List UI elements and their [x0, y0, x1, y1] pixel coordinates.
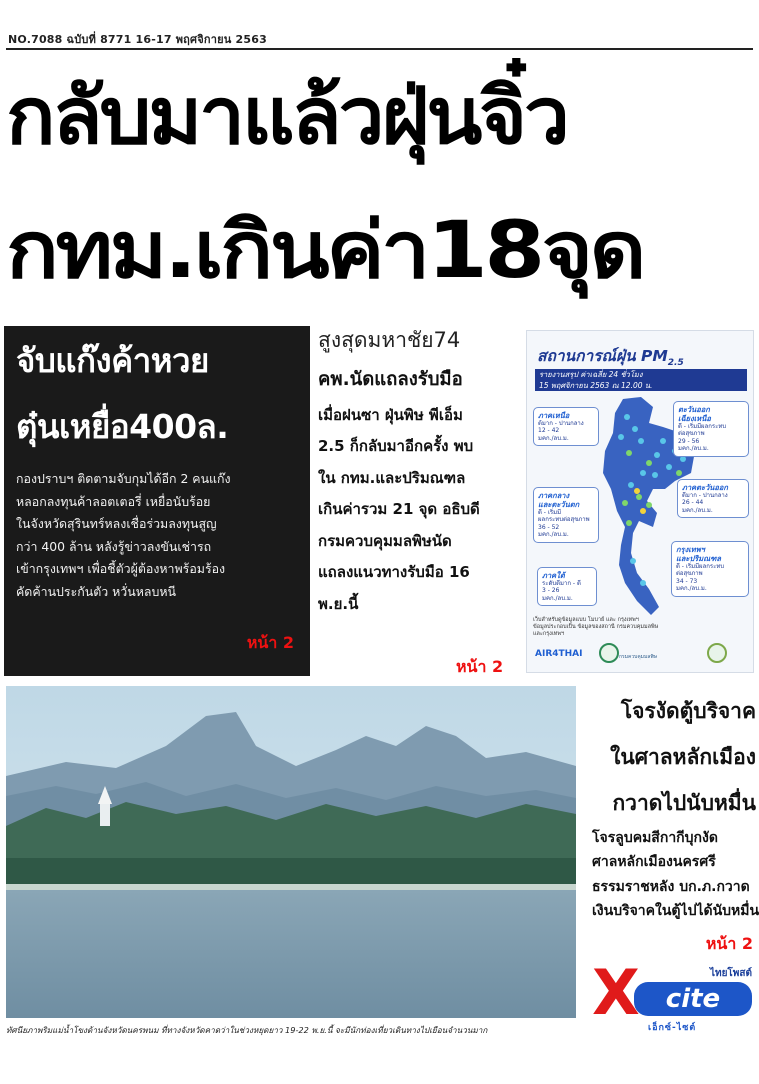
headline-line-1: กลับมาแล้วฝุ่นจิ๋ว	[6, 72, 567, 162]
left-story-line: กว่า 400 ล้าน หลังรู้ข่าวลงขันเช่ารถ	[16, 538, 212, 554]
region-unit: มคก./ลบ.ม.	[538, 434, 569, 442]
middle-story-line: ใน กทม.และปริมณฑล	[318, 468, 466, 487]
issue-line: NO.7088 ฉบับที่ 8771 16-17 พฤศจิกายน 2563	[8, 33, 267, 46]
region-level: ต่อสุขภาพ	[676, 570, 703, 578]
right-story-line: โจรลูบคมสีกากีบุกงัด	[592, 830, 718, 846]
region-unit: มคก./ลบ.ม.	[542, 594, 573, 602]
region-south	[537, 567, 597, 606]
region-level: ดี - เริ่มมีผลกระทบ	[678, 423, 727, 430]
region-east	[677, 479, 749, 518]
xcite-logo	[588, 956, 758, 1034]
mekong-photo	[6, 686, 576, 1018]
infographic-title-sub: 2.5	[667, 358, 684, 369]
infographic-footer	[533, 617, 723, 638]
region-level: ผลกระทบต่อสุขภาพ	[538, 516, 590, 524]
middle-story-page-ref[interactable]: หน้า 2	[456, 657, 504, 676]
infographic-subtitle-line: 15 พฤศจิกายน 2563 ณ 12.00 น.	[539, 381, 653, 390]
region-range: 34 - 73	[676, 577, 698, 585]
region-name: ภาคใต้	[542, 571, 565, 580]
headline-line-2: กทม.เกินค่า18จุด	[6, 206, 644, 296]
middle-story-line: 2.5 ก็กลับมาอีกครั้ง พบ	[318, 437, 474, 456]
middle-story-title: คพ.นัดแถลงรับมือ	[318, 369, 463, 390]
infographic-title	[537, 343, 684, 368]
logo-word: cite	[634, 982, 752, 1016]
masthead-rule	[6, 48, 753, 50]
middle-story-body	[318, 400, 522, 621]
right-story-line: ศาลหลักเมืองนครศรี	[592, 854, 716, 871]
left-story-line: เข้ากรุงเทพฯ เพื่อชี้ตัวผู้ต้องหาพร้อมร้อง	[16, 561, 226, 576]
region-name: ภาคกลาง	[538, 491, 570, 500]
region-range: 29 - 56	[678, 437, 700, 445]
region-central-west	[533, 487, 599, 543]
landscape-image	[6, 686, 576, 1018]
region-north	[533, 407, 599, 446]
footer-line: เว็บสำหรับดูข้อมูลแบบ โมบาย์ และ กรุงเทพฯ	[533, 617, 639, 623]
right-story-title	[588, 688, 756, 826]
region-unit: มคก./ลบ.ม.	[676, 585, 707, 593]
infographic-title-text: สถานการณ์ฝุ่น PM	[537, 347, 668, 365]
region-name: ภาคเหนือ	[538, 411, 570, 420]
right-story-line: ธรรมราชหลัง บก.ภ.กวาด	[592, 878, 750, 895]
region-level: ต่อสุขภาพ	[678, 430, 705, 438]
left-story-line: คัดค้านประกันตัว หวั่นหลบหนี	[16, 583, 177, 599]
left-story-title-2: ตุ๋นเหยื่อ400ล.	[16, 407, 229, 446]
region-name: และตะวันตก	[538, 500, 580, 509]
region-range: 3 - 26	[542, 587, 560, 595]
photo-caption: ทัศนียภาพริมแม่น้ำโขงด้านจังหวัดนครพนม ที่ทางจังหวัดคาดว่าในช่วงหยุดยาว 19-22 พ.ย.นี้ จะมีนักท่องเที่ยวเดินทางไปเยือนจำนวนมาก	[6, 1025, 488, 1035]
riverbank	[6, 858, 576, 886]
region-name: ภาคตะวันออก	[682, 483, 728, 492]
right-story-page-ref[interactable]: หน้า 2	[705, 934, 753, 953]
logo-x-letter: X	[592, 956, 636, 1029]
logo-thai-reading: เอ็กซ์-ไซต์	[648, 1023, 697, 1033]
middle-story-line: เมื่อฝนซา ฝุ่นพิษ พีเอ็ม	[318, 405, 463, 424]
region-level: ต้มาก - ปานกลาง	[538, 420, 584, 427]
region-range: 26 - 44	[682, 499, 704, 507]
region-name: ตะวันออก	[678, 405, 710, 414]
right-story-body	[588, 826, 759, 924]
stupa	[100, 804, 110, 826]
middle-story-kicker: สูงสุดมหาชัย74	[318, 328, 461, 352]
region-unit: มคก./ลบ.ม.	[538, 531, 569, 539]
region-level: ดี - เริ่มมีผลกระทบ	[676, 563, 725, 570]
left-story-line: หลอกลงทุนค้าลอตเตอรี่ เหยื่อนับร้อย	[16, 493, 211, 509]
right-story	[588, 688, 759, 924]
river-water	[6, 890, 576, 1018]
region-unit: มคก./ลบ.ม.	[682, 506, 713, 514]
ministry-seal-icon	[707, 643, 727, 663]
left-story-panel	[4, 326, 310, 676]
region-bangkok	[671, 541, 749, 597]
infographic-subtitle	[535, 369, 747, 391]
region-level: ระดับดีมาก - ดี	[542, 580, 581, 587]
middle-story	[318, 330, 522, 621]
agency-label: กรมควบคุมมลพิษ	[619, 654, 657, 660]
agency-seal-icon	[599, 643, 619, 663]
left-story-line: ในจังหวัดสุรินทร์หลงเชื่อร่วมลงทุนสูญ	[16, 516, 217, 531]
right-story-line: เงินบริจาคในตู้ไปได้นับหมื่น	[592, 903, 759, 920]
infographic-subtitle-line: รายงานสรุป ค่าเฉลี่ย 24 ชั่วโมง	[539, 370, 643, 379]
footer-line: และกรุงเทพฯ	[533, 631, 565, 637]
region-level: ดีมาก - ปานกลาง	[682, 492, 728, 499]
right-story-title-line: ในศาลหลักเมือง	[610, 745, 756, 769]
middle-story-line: กรมควบคุมมลพิษนัด	[318, 531, 452, 550]
pm25-infographic	[526, 330, 754, 673]
region-range: 36 - 52	[538, 523, 560, 531]
region-name: และปริมณฑล	[676, 554, 721, 563]
left-story-page-ref[interactable]: หน้า 2	[246, 633, 294, 652]
region-unit: มคก./ลบ.ม.	[678, 445, 709, 453]
region-range: 12 - 42	[538, 427, 560, 435]
right-story-title-line: กวาดไปนับหมื่น	[612, 791, 756, 815]
shore-line	[6, 884, 576, 890]
region-northeast	[673, 401, 749, 457]
middle-story-line: แถลงแนวทางรับมือ 16	[318, 563, 470, 582]
publisher-name: ไทยโพสต์	[709, 968, 752, 979]
footer-line: ข้อมูลประกอบเป็น ข้อมูลของสถานี กรมควบคุมมลพิษ	[533, 624, 659, 630]
middle-story-line: พ.ย.นี้	[318, 595, 359, 614]
region-name: เฉียงเหนือ	[678, 414, 711, 423]
left-story-title-1: จับแก๊งค้าหวย	[16, 341, 209, 380]
region-level: ดี - เริ่มมี	[538, 509, 562, 516]
air4thai-logo: AIR4THAI	[535, 649, 583, 659]
left-story-line: กองปราบฯ ติดตามจับกุมได้อีก 2 คนแก๊ง	[16, 471, 231, 486]
right-story-title-line: โจรงัดตู้บริจาค	[620, 699, 756, 723]
left-story-body	[16, 468, 306, 603]
middle-story-line: เกินค่ารวม 21 จุด อธิบดี	[318, 500, 480, 519]
region-name: กรุงเทพฯ	[676, 545, 705, 554]
